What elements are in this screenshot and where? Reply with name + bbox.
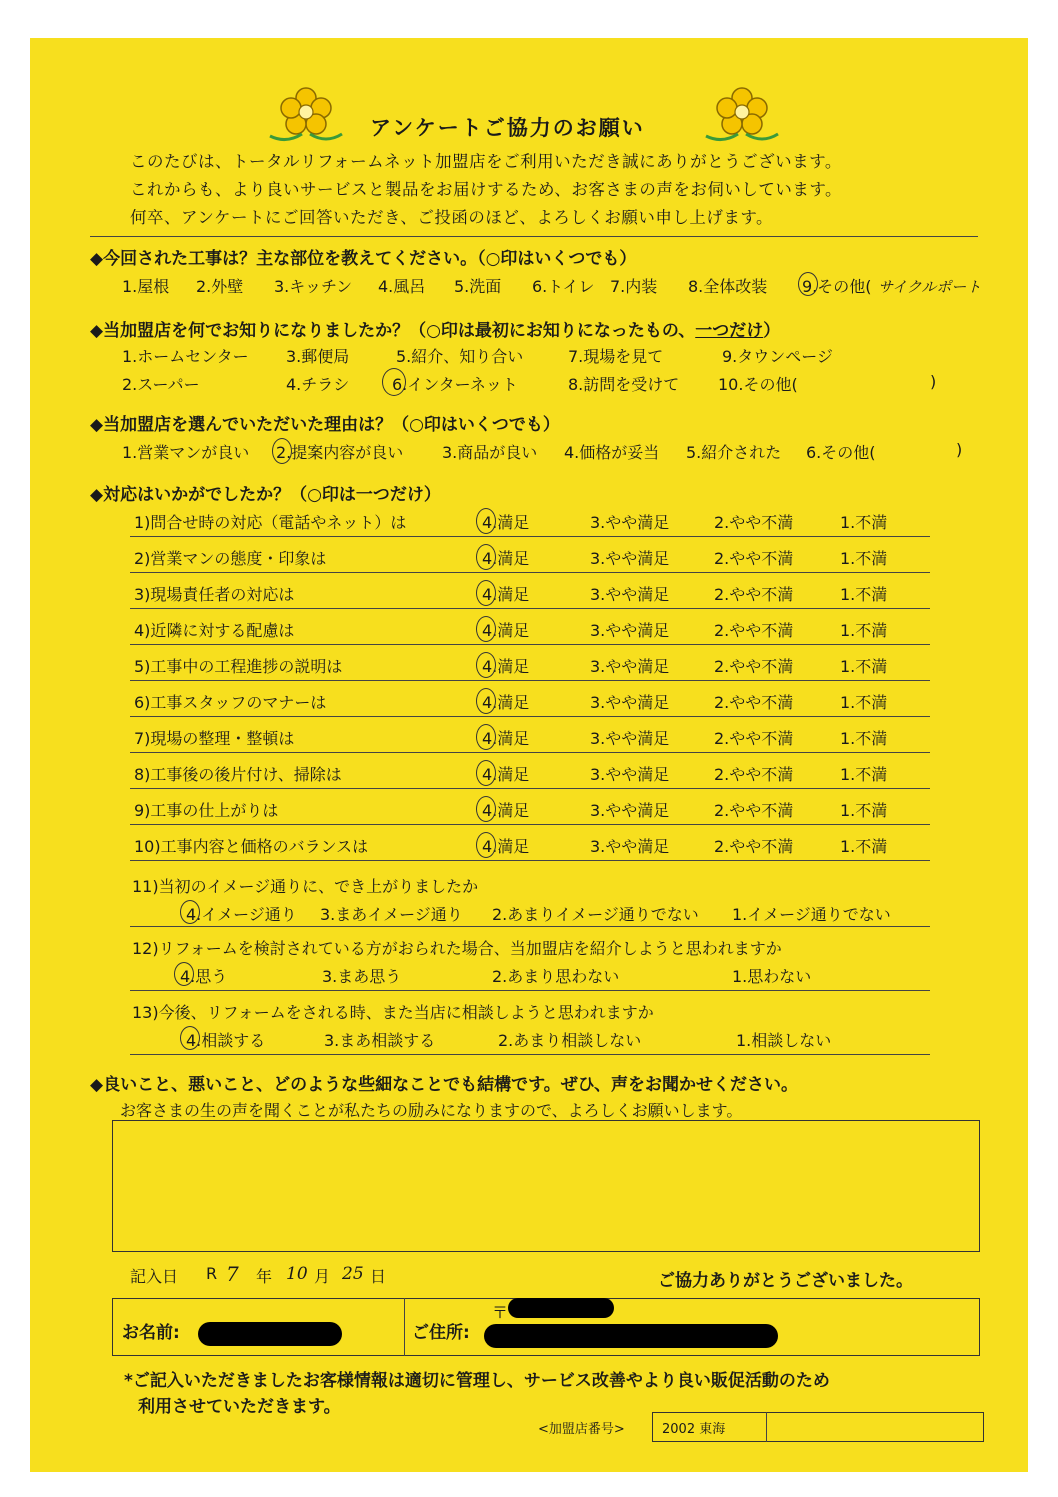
q1-option-3[interactable]: 3.キッチン: [274, 277, 353, 296]
intro-line-1: このたびは、トータルリフォームネット加盟店をご利用いただき誠にありがとうございます。: [130, 152, 842, 171]
q4-item-label: 5)工事中の工程進捗の説明は: [134, 657, 343, 676]
q4-rating-option[interactable]: 4.満足: [482, 621, 530, 640]
q4-rating-option[interactable]: 3.やや満足: [590, 801, 670, 820]
q4-rating-option[interactable]: 4.満足: [482, 513, 530, 532]
intro-line-2: これからも、より良いサービスと製品をお届けするため、お客さまの声をお伺いしています。: [130, 180, 843, 199]
q4-item-label: 9)工事の仕上がりは: [134, 801, 279, 820]
postal-code-redacted[interactable]: [508, 1298, 614, 1318]
q4-row-divider: [130, 860, 930, 861]
q11-answer-circle: [180, 900, 200, 924]
q12-option-3[interactable]: 3.まあ思う: [322, 967, 402, 986]
q2-option-2[interactable]: 2.スーパー: [122, 375, 200, 394]
q13-option-1[interactable]: 1.相談しない: [736, 1031, 832, 1050]
q1-option-4[interactable]: 4.風呂: [378, 277, 426, 296]
q4-rating-option[interactable]: 2.やや不満: [714, 729, 794, 748]
date-month-unit: 月: [314, 1267, 331, 1286]
q4-rating-option[interactable]: 3.やや満足: [590, 657, 670, 676]
date-era: R: [206, 1264, 218, 1283]
q2-option-4[interactable]: 4.チラシ: [286, 375, 350, 394]
page-title: アンケートご協力のお願い: [370, 116, 645, 140]
q4-rating-option[interactable]: 4.満足: [482, 549, 530, 568]
q2-option-8[interactable]: 8.訪問を受けて: [568, 375, 680, 394]
q4-answer-circle: [476, 796, 496, 822]
q4-answer-circle: [476, 508, 496, 534]
q11-label: 11)当初のイメージ通りに、でき上がりましたか: [132, 877, 479, 896]
postal-mark: 〒: [492, 1303, 509, 1322]
name-redacted[interactable]: [198, 1322, 342, 1346]
store-number-divider: [766, 1412, 767, 1442]
q2-option-10-close: ): [930, 372, 937, 391]
q4-answer-circle: [476, 580, 496, 606]
q4-item-label: 4)近隣に対する配慮は: [134, 621, 295, 640]
q1-label: ◆今回された工事は？主な部位を教えてください。（○印はいくつでも）: [90, 249, 637, 269]
q3-option-6[interactable]: 6.その他(: [806, 443, 876, 462]
q4-rating-option[interactable]: 2.やや不満: [714, 801, 794, 820]
q4-rating-option[interactable]: 1.不満: [840, 621, 888, 640]
comments-textarea[interactable]: [112, 1120, 980, 1252]
q4-rating-option[interactable]: 4.満足: [482, 657, 530, 676]
flower-icon-left: [266, 84, 346, 148]
q4-rating-option[interactable]: 1.不満: [840, 765, 888, 784]
q2-option-7[interactable]: 7.現場を見て: [568, 347, 664, 366]
q1-option-8[interactable]: 8.全体改装: [688, 277, 768, 296]
q4-row-divider: [130, 608, 930, 609]
q13-label: 13)今後、リフォームをされる時、また当店に相談しようと思われますか: [132, 1003, 654, 1022]
q4-rating-option[interactable]: 2.やや不満: [714, 765, 794, 784]
q4-rating-option[interactable]: 3.やや満足: [590, 837, 670, 856]
intro-line-3: 何卒、アンケートにご回答いただき、ご投函のほど、よろしくお願い申し上げます。: [130, 208, 774, 227]
q4-answer-circle: [476, 760, 496, 786]
q4-label: ◆対応はいかがでしたか？（○印は一つだけ）: [90, 485, 441, 505]
customer-info-divider: [404, 1298, 405, 1356]
q13-option-3[interactable]: 3.まあ相談する: [324, 1031, 436, 1050]
q2-option-1[interactable]: 1.ホームセンター: [122, 347, 249, 366]
q1-other-handwritten: サイクルポート: [878, 278, 982, 296]
q4-rating-option[interactable]: 1.不満: [840, 693, 888, 712]
date-label: 記入日: [130, 1267, 179, 1286]
q3-label: ◆当加盟店を選んでいただいた理由は？（○印はいくつでも）: [90, 415, 560, 435]
q2-option-9[interactable]: 9.タウンページ: [722, 347, 833, 366]
address-redacted[interactable]: [484, 1324, 778, 1348]
q4-rating-option[interactable]: 4.満足: [482, 585, 530, 604]
q3-answer-circle: [272, 438, 292, 464]
q12-label: 12)リフォームを検討されている方がおられた場合、当加盟店を紹介しようと思われますか: [132, 939, 782, 958]
q4-row-divider: [130, 536, 930, 537]
privacy-note-2: 利用させていただきます。: [138, 1397, 341, 1417]
q12-answer-circle: [174, 962, 194, 986]
q4-rating-option[interactable]: 3.やや満足: [590, 621, 670, 640]
q3-option-1[interactable]: 1.営業マンが良い: [122, 443, 250, 462]
q4-rating-option[interactable]: 3.やや満足: [590, 693, 670, 712]
q4-rating-option[interactable]: 2.やや不満: [714, 549, 794, 568]
q4-rating-option[interactable]: 4.満足: [482, 729, 530, 748]
q4-rating-option[interactable]: 2.やや不満: [714, 693, 794, 712]
q1-option-7[interactable]: 7.内装: [610, 277, 658, 296]
name-label: お名前:: [122, 1323, 180, 1343]
q4-rating-option[interactable]: 1.不満: [840, 585, 888, 604]
q4-row-divider: [130, 572, 930, 573]
q3-option-4[interactable]: 4.価格が妥当: [564, 443, 660, 462]
q4-rating-option[interactable]: 2.やや不満: [714, 657, 794, 676]
q2-label-only-one: 一つだけ: [695, 321, 764, 341]
q2-answer-circle: [382, 368, 406, 396]
q4-rating-option[interactable]: 1.不満: [840, 837, 888, 856]
q1-option-5[interactable]: 5.洗面: [454, 277, 502, 296]
q1-option-2[interactable]: 2.外壁: [196, 277, 244, 296]
q4-answer-circle: [476, 688, 496, 714]
q4-rating-option[interactable]: 1.不満: [840, 801, 888, 820]
q4-rating-option[interactable]: 2.やや不満: [714, 585, 794, 604]
q1-answer-circle: [798, 272, 818, 296]
q4-row-divider: [130, 824, 930, 825]
q1-option-1[interactable]: 1.屋根: [122, 277, 170, 296]
q1-option-9[interactable]: 9.その他(: [802, 277, 872, 296]
q4-item-label: 3)現場責任者の対応は: [134, 585, 295, 604]
date-day-unit: 日: [370, 1267, 387, 1286]
privacy-note-1: *ご記入いただきましたお客様情報は適切に管理し、サービス改善やより良い販促活動のため: [124, 1371, 830, 1391]
q4-rating-option[interactable]: 4.満足: [482, 765, 530, 784]
survey-sheet: [30, 38, 1028, 1472]
q12-divider: [130, 990, 930, 991]
store-number-value: 2002 東海: [662, 1422, 726, 1437]
q4-rating-option[interactable]: 1.不満: [840, 549, 888, 568]
date-month-value[interactable]: 10: [286, 1264, 308, 1284]
q2-option-10[interactable]: 10.その他(: [718, 375, 798, 394]
q13-option-4[interactable]: 4.相談する: [186, 1031, 266, 1050]
q12-option-2[interactable]: 2.あまり思わない: [492, 967, 620, 986]
q4-row-divider: [130, 752, 930, 753]
q11-option-2[interactable]: 2.あまりイメージ通りでない: [492, 905, 699, 924]
address-label: ご住所:: [412, 1323, 470, 1343]
q11-option-4[interactable]: 4.イメージ通り: [186, 905, 297, 924]
q4-row-divider: [130, 716, 930, 717]
q4-answer-circle: [476, 544, 496, 570]
q11-divider: [130, 926, 930, 927]
q4-row-divider: [130, 680, 930, 681]
q4-rating-option[interactable]: 3.やや満足: [590, 585, 670, 604]
q4-item-label: 1)問合せ時の対応（電話やネット）は: [134, 513, 407, 532]
date-year-unit: 年: [256, 1267, 273, 1286]
q4-rating-option[interactable]: 3.やや満足: [590, 729, 670, 748]
q4-rating-option[interactable]: 1.不満: [840, 513, 888, 532]
header-divider: [90, 236, 978, 237]
q3-option-5[interactable]: 5.紹介された: [686, 443, 782, 462]
comments-sub: お客さまの生の声を聞くことが私たちの励みになりますので、よろしくお願いします。: [120, 1101, 743, 1120]
q3-option-2[interactable]: 2.提案内容が良い: [276, 443, 404, 462]
q13-divider: [130, 1054, 930, 1055]
q4-answer-circle: [476, 616, 496, 642]
q4-rating-option[interactable]: 2.やや不満: [714, 513, 794, 532]
q4-rating-option[interactable]: 3.やや満足: [590, 549, 670, 568]
q4-answer-circle: [476, 832, 496, 858]
q4-answer-circle: [476, 652, 496, 678]
q1-option-6[interactable]: 6.トイレ: [532, 277, 595, 296]
date-year-value[interactable]: 7: [226, 1262, 239, 1286]
q11-option-1[interactable]: 1.イメージ通りでない: [732, 905, 891, 924]
q11-option-3[interactable]: 3.まあイメージ通り: [320, 905, 463, 924]
q4-item-label: 2)営業マンの態度・印象は: [134, 549, 327, 568]
q13-option-2[interactable]: 2.あまり相談しない: [498, 1031, 642, 1050]
q4-rating-option[interactable]: 2.やや不満: [714, 621, 794, 640]
q3-option-3[interactable]: 3.商品が良い: [442, 443, 538, 462]
q4-item-label: 8)工事後の後片付け、掃除は: [134, 765, 342, 784]
q2-option-6[interactable]: 6.インターネット: [392, 375, 518, 394]
q12-option-4[interactable]: 4.思う: [180, 967, 228, 986]
q2-label: [90, 316, 780, 341]
q4-rating-option[interactable]: 1.不満: [840, 657, 888, 676]
q2-option-5[interactable]: 5.紹介、知り合い: [396, 347, 524, 366]
q3-option-6-close: ): [956, 440, 963, 459]
q4-row-divider: [130, 788, 930, 789]
q2-option-3[interactable]: 3.郵便局: [286, 347, 350, 366]
q4-item-label: 10)工事内容と価格のバランスは: [134, 837, 369, 856]
q4-answer-circle: [476, 724, 496, 750]
q4-rating-option[interactable]: 3.やや満足: [590, 513, 670, 532]
q4-rating-option[interactable]: 3.やや満足: [590, 765, 670, 784]
q4-rating-option[interactable]: 4.満足: [482, 837, 530, 856]
flower-icon-right: [702, 84, 782, 148]
q4-item-label: 6)工事スタッフのマナーは: [134, 693, 327, 712]
date-day-value[interactable]: 25: [342, 1264, 364, 1284]
q4-rating-option[interactable]: 4.満足: [482, 801, 530, 820]
q13-answer-circle: [180, 1026, 200, 1050]
comments-label: ◆良いこと、悪いこと、どのような些細なことでも結構です。ぜひ、声をお聞かせください。: [90, 1075, 799, 1095]
q12-option-1[interactable]: 1.思わない: [732, 967, 812, 986]
q4-row-divider: [130, 644, 930, 645]
q4-rating-option[interactable]: 2.やや不満: [714, 837, 794, 856]
store-number-label: <加盟店番号>: [538, 1422, 625, 1437]
q4-item-label: 7)現場の整理・整頓は: [134, 729, 295, 748]
q4-rating-option[interactable]: 1.不満: [840, 729, 888, 748]
q2-label-main: ◆当加盟店を何でお知りになりましたか？（○印は最初にお知りになったもの、: [90, 321, 696, 341]
q2-label-close: ）: [763, 321, 781, 341]
thanks-text: ご協力ありがとうございました。: [658, 1271, 913, 1291]
q4-rating-option[interactable]: 4.満足: [482, 693, 530, 712]
